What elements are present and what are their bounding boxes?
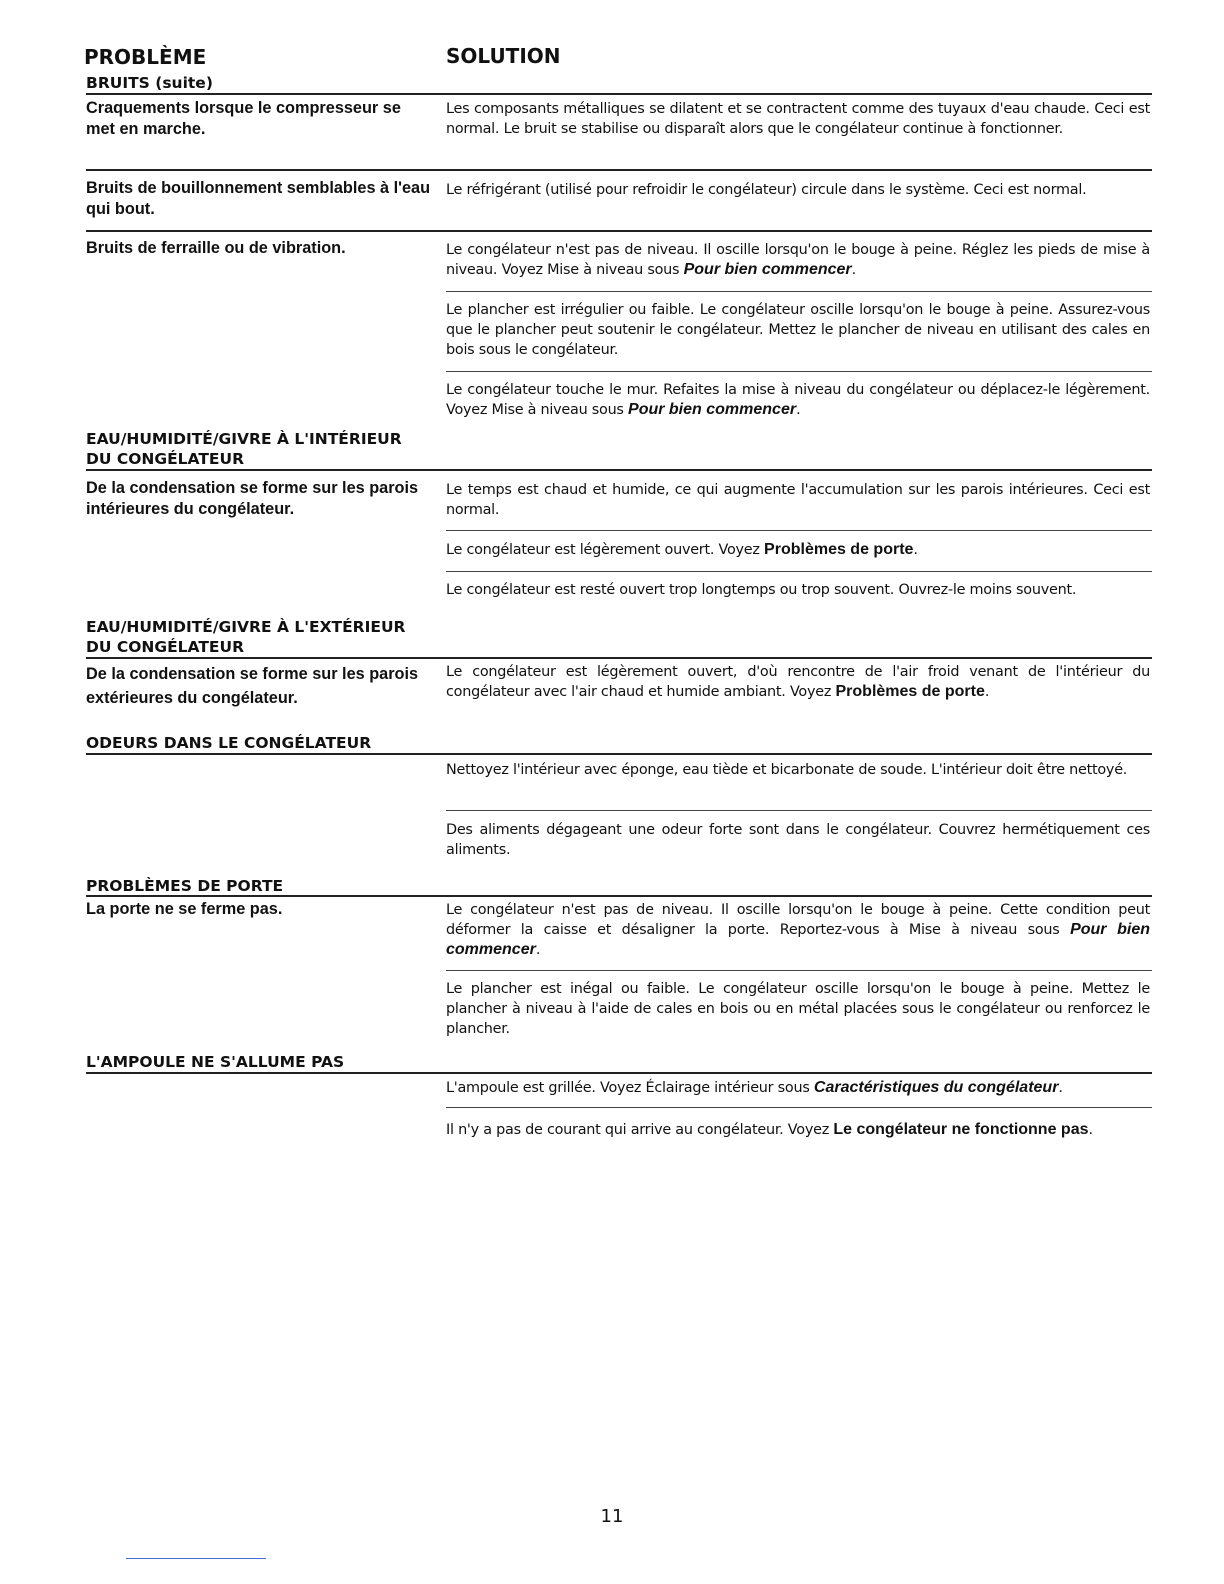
reference-link: Problèmes de porte: [835, 683, 985, 700]
rule: [86, 93, 1152, 95]
solution-item: Le plancher est inégal ou faible. Le congélateur oscille lorsqu'on le bouge à peine. Mettez le plancher à niveau à l'aide de cales en bois ou en métal placées sous le congélateur ou renforcez le plancher.: [446, 981, 1150, 1037]
rule: [446, 571, 1152, 572]
solution-item: Le congélateur est légèrement ouvert. Voyez Problèmes de porte.: [446, 541, 918, 558]
problem-column-header: PROBLÈME: [84, 45, 207, 69]
rule: [446, 810, 1152, 811]
rule: [86, 657, 1152, 659]
problem-porte-ferme: La porte ne se ferme pas.: [86, 900, 283, 918]
rule: [86, 895, 1152, 897]
rule: [446, 1107, 1152, 1108]
rule: [446, 530, 1152, 531]
problem-condensation-interieure: De la condensation se forme sur les parois intérieures du congélateur.: [86, 479, 419, 518]
reference-link: Pour bien commencer: [446, 921, 1151, 958]
rule: [446, 371, 1152, 372]
rule: [86, 230, 1152, 232]
solution-item: Le temps est chaud et humide, ce qui augmente l'accumulation sur les parois intérieures. Ceci est normal.: [446, 482, 1150, 518]
section-bruits: BRUITS (suite): [86, 74, 213, 92]
solution-item: Les composants métalliques se dilatent et se contractent comme des tuyaux d'eau chaude. Ceci est normal. Le bruit se stabilise ou disparaît alors que le congélateur continue à fonctionner.: [446, 101, 1150, 137]
solution-item: Le congélateur touche le mur. Refaites la mise à niveau du congélateur ou déplacez-le légèrement. Voyez Mise à niveau sous Pour bien commencer.: [446, 382, 1150, 418]
reference-link: Problèmes de porte: [764, 541, 914, 558]
problem-ferraille: Bruits de ferraille ou de vibration.: [86, 239, 346, 257]
problem-bouillonnement: Bruits de bouillonnement semblables à l'eau qui bout.: [86, 179, 431, 218]
section-porte: PROBLÈMES DE PORTE: [86, 877, 284, 895]
rule: [86, 469, 1152, 471]
rule: [446, 291, 1152, 292]
rule: [446, 970, 1152, 971]
rule: [86, 1072, 1152, 1074]
solution-item: Le réfrigérant (utilisé pour refroidir le congélateur) circule dans le système. Ceci est normal.: [446, 182, 1087, 198]
solution-item: Le congélateur est légèrement ouvert, d'où rencontre de l'air froid venant de l'intérieur du congélateur avec l'air chaud et humide ambiant. Voyez Problèmes de porte.: [446, 664, 1150, 700]
solution-column-header: SOLUTION: [446, 44, 561, 68]
solution-item: Le plancher est irrégulier ou faible. Le congélateur oscille lorsqu'on le bouge à peine. Assurez-vous que le plancher peut soutenir le congélateur. Mettez le plancher de niveau en utilisant des cales en bois sous le congélateur.: [446, 302, 1150, 358]
reference-link: Caractéristiques du congélateur: [813, 1079, 1059, 1096]
reference-link: Pour bien commencer: [628, 401, 797, 418]
solution-item: Le congélateur n'est pas de niveau. Il oscille lorsqu'on le bouge à peine. Réglez les pieds de mise à niveau. Voyez Mise à niveau sous Pour bien commencer.: [446, 242, 1150, 278]
section-odeurs: ODEURS DANS LE CONGÉLATEUR: [86, 734, 372, 752]
solution-item: Le congélateur n'est pas de niveau. Il oscille lorsqu'on le bouge à peine. Cette condition peut déformer la caisse et désaligner la porte. Reportez-vous à Mise à niveau sous Pour bien commencer.: [446, 902, 1151, 958]
solution-item: L'ampoule est grillée. Voyez Éclairage intérieur sous Caractéristiques du congélateur.: [446, 1079, 1063, 1096]
problem-craquements: Craquements lorsque le compresseur se met en marche.: [86, 99, 401, 138]
rule: [86, 169, 1152, 171]
rule: [86, 753, 1152, 755]
problem-condensation-exterieure: De la condensation se forme sur les parois extérieures du congélateur.: [86, 665, 419, 707]
reference-link: Le congélateur ne fonctionne pas: [833, 1121, 1089, 1138]
solution-item: Nettoyez l'intérieur avec éponge, eau tiède et bicarbonate de soude. L'intérieur doit être nettoyé.: [446, 762, 1128, 778]
section-ampoule: L'AMPOULE NE S'ALLUME PAS: [86, 1053, 345, 1071]
section-eau-exterieur: EAU/HUMIDITÉ/GIVRE À L'EXTÉRIEUR DU CONGÉLATEUR: [86, 618, 406, 656]
page-number: 11: [600, 1506, 624, 1527]
solution-item: Le congélateur est resté ouvert trop longtemps ou trop souvent. Ouvrez-le moins souvent.: [446, 582, 1077, 598]
section-eau-interieur: EAU/HUMIDITÉ/GIVRE À L'INTÉRIEUR DU CONGÉLATEUR: [86, 430, 402, 468]
solution-item: Il n'y a pas de courant qui arrive au congélateur. Voyez Le congélateur ne fonctionne pas.: [446, 1121, 1093, 1138]
divider: [126, 1558, 266, 1559]
reference-link: Pour bien commencer: [683, 261, 852, 278]
solution-item: Des aliments dégageant une odeur forte sont dans le congélateur. Couvrez hermétiquement ces aliments.: [446, 822, 1150, 858]
